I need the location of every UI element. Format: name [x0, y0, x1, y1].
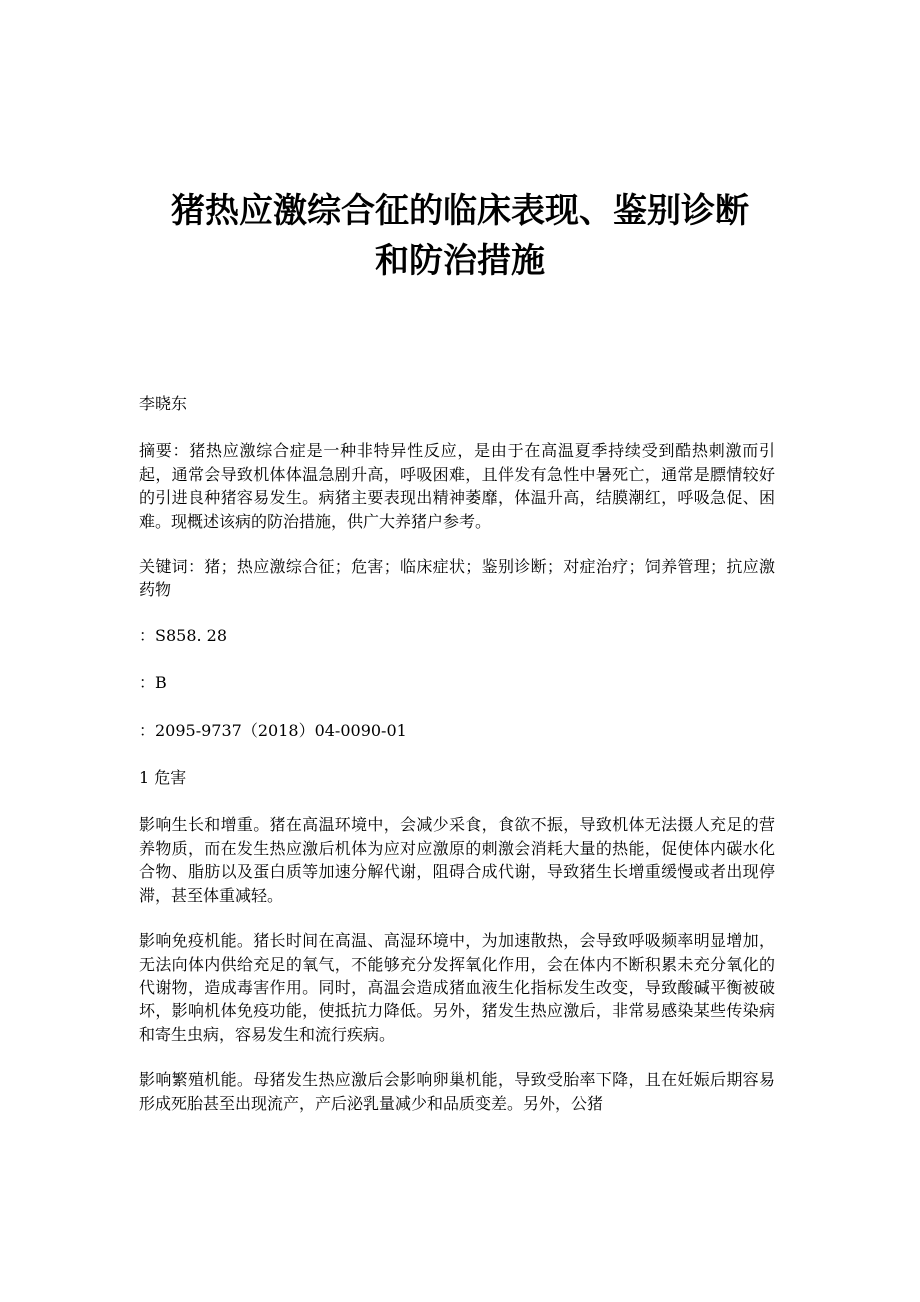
abstract-paragraph: 摘要：猪热应激综合症是一种非特异性反应，是由于在高温夏季持续受到酷热刺激而引起，通常会导致机体体温急剧升高，呼吸困难，且伴发有急性中暑死亡，通常是膘情较好的引进良种猪容易发生。病猪主要表现出精神萎靡，体温升高，结膜潮红，呼吸急促、困难。现概述该病的防治措施，供广大养猪户参考。 — [139, 441, 775, 531]
author: 李晓东 — [139, 394, 188, 413]
reproduction-paragraph: 影响繁殖机能。母猪发生热应激后会影响卵巢机能，导致受胎率下降，且在妊娠后期容易形成死胎甚至出现流产，产后泌乳量减少和品质变差。另外，公猪 — [139, 1070, 775, 1113]
title-line-1: 猪热应激综合征的临床表现、鉴别诊断 — [171, 191, 749, 231]
document-title — [100, 186, 820, 286]
document-code: ：B — [139, 673, 167, 693]
keywords-paragraph: 关键词：猪；热应激综合征；危害；临床症状；鉴别诊断；对症治疗；饲养管理；抗应激药物 — [139, 557, 775, 600]
section-heading: 1 危害 — [139, 768, 187, 788]
document-body — [139, 392, 775, 1137]
growth-paragraph: 影响生长和增重。猪在高温环境中，会减少采食，食欲不振，导致机体无法摄人充足的营养物质，而在发生热应激后机体为应对应激原的刺激会消耗大量的热能，促使体内碳水化合物、脂肪以及蛋白质等加速分解代谢，阻碍合成代谢，导致猪生长增重缓慢或者出现停滞，甚至体重减轻。 — [139, 815, 775, 905]
article-id: ：2095-9737（2018）04-0090-01 — [139, 720, 407, 740]
title-line-2: 和防治措施 — [375, 241, 545, 281]
immune-paragraph: 影响免疫机能。猪长时间在高温、高湿环境中，为加速散热，会导致呼吸频率明显增加，无法向体内供给充足的氧气，不能够充分发挥氧化作用，会在体内不断积累未充分氧化的代谢物，造成毒害作用。同时，高温会造成猪血液生化指标发生改变，导致酸碱平衡被破坏，影响机体免疫功能，使抵抗力降低。另外，猪发生热应激后，非常易感染某些传染病和寄生虫病，容易发生和流行疾病。 — [139, 931, 775, 1044]
classification-number: ：S858. 28 — [139, 625, 228, 645]
